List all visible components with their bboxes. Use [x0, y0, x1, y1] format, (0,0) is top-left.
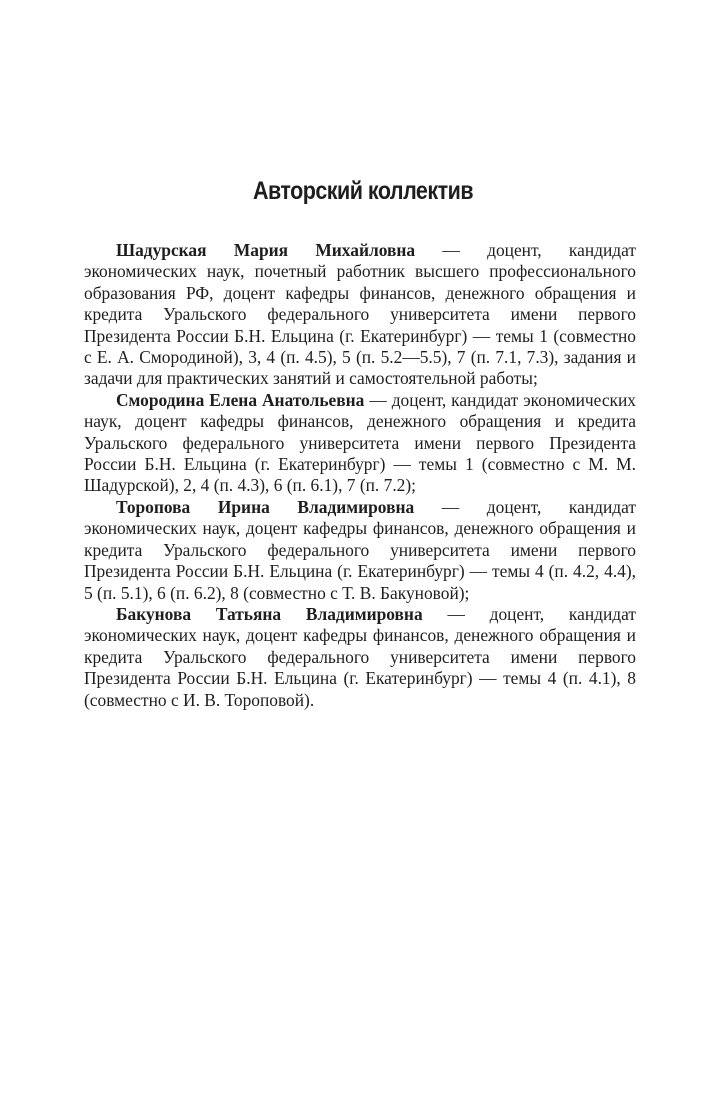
author-entry	[84, 604, 636, 711]
author-name: Смородина Елена Анатольевна	[116, 389, 365, 410]
author-description: — доцент, кандидат экономических наук, почетный работник высшего профессионального образования РФ, доцент кафедры финансов, денежного обращения и кредита Уральского федерального университета имени первого Президента России Б.Н. Ельцина (г. Екатеринбург) — темы 1 (совместно с Е. А. Смородиной), 3, 4 (п. 4.5), 5 (п. 5.2—5.5), 7 (п. 7.1, 7.3), задания и задачи для практических занятий и самостоятельной работы;	[84, 240, 637, 389]
author-entry	[84, 497, 636, 604]
author-entry	[84, 240, 636, 390]
author-description: — доцент, кандидат экономических наук, доцент кафедры финансов, денежного обращения и кредита Уральского федерального университета имени первого Президента России Б.Н. Ельцина (г. Екатеринбург) — темы 4 (п. 4.1), 8 (совместно с И. В. Тороповой).	[84, 603, 636, 710]
author-name: Бакунова Татьяна Владимировна	[116, 603, 423, 624]
author-description: — доцент, кандидат экономических наук, доцент кафедры финансов, денежного обращения и кредита Уральского федерального университета имени первого Президента России Б.Н. Ельцина (г. Екатеринбург) — темы 1 (совместно с М. М. Шадурской), 2, 4 (п. 4.3), 6 (п. 6.1), 7 (п. 7.2);	[84, 389, 636, 496]
author-description: — доцент, кандидат экономических наук, доцент кафедры финансов, денежного обращения и кредита Уральского федерального университета имени первого Президента России Б.Н. Ельцина (г. Екатеринбург) — темы 4 (п. 4.2, 4.4), 5 (п. 5.1), 6 (п. 6.2), 8 (совместно с Т. В. Бакуновой);	[84, 496, 637, 603]
author-name: Торопова Ирина Владимировна	[116, 496, 415, 517]
author-name: Шадурская Мария Михайловна	[116, 240, 416, 260]
author-entry	[84, 390, 636, 497]
page-title: Авторский коллектив	[252, 177, 474, 205]
authors-list	[84, 240, 636, 711]
